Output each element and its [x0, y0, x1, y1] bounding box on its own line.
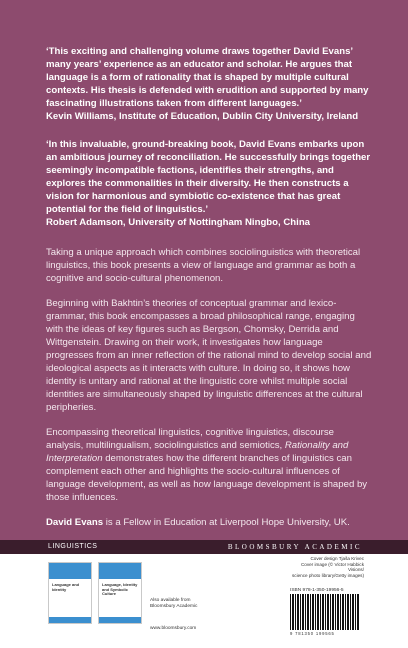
also-available — [150, 598, 197, 610]
endorsement-attribution-1: Kevin Williams, Institute of Education, Dublin City University, Ireland — [46, 110, 359, 122]
category-band — [0, 540, 408, 554]
credit-line-3: science photo library/Getty images) — [292, 572, 364, 578]
also-line-2: Bloomsbury Academic — [150, 604, 198, 609]
cover-footer — [49, 617, 91, 623]
related-book-title-1: Language and Identity — [52, 582, 80, 592]
para3-before: Encompassing theoretical linguistics, cognitive linguistics, discourse analysis, multilingualism, sociolinguistics and semiotics, — [46, 426, 334, 451]
cover-stripe — [49, 563, 91, 579]
author-name: David Evans — [46, 516, 104, 528]
also-line-1: Also available from — [150, 598, 191, 603]
author-bio-text: is a Fellow in Education at Liverpool Hope University, UK. — [103, 516, 350, 528]
credit-line-2: Cover image (© Victor Habbick Visions/ — [300, 561, 364, 573]
barcode-icon — [290, 594, 360, 630]
back-matter — [0, 554, 408, 648]
back-cover-text — [46, 46, 372, 541]
related-book-cover-1 — [48, 562, 92, 624]
publisher-website: www.bloomsbury.com — [150, 626, 197, 631]
barcode-number: 9 781350 199565 — [290, 631, 335, 636]
credit-line-1: Cover design Tjaša Krivec — [310, 556, 364, 561]
author-bio — [46, 516, 372, 529]
related-book-title-2: Language, Identity and Symbolic Culture — [102, 582, 138, 597]
endorsement-quote-1: ‘This exciting and challenging volume draws together David Evans’ many years’ experience as an educator and scholar. He argues that language is a form of rationality that is shaped by multiple cultural contexts. His thesis is defended with erudition and supported by many fascinating illustrations taken from different languages.’ — [46, 46, 369, 109]
description-paragraph-1: Taking a unique approach which combines sociolinguistics with theoretical linguistics, this book presents a view of language and grammar as both a cognitive and socio-cultural phenomenon. — [46, 246, 361, 284]
cover-footer — [99, 617, 141, 623]
related-book-cover-2 — [98, 562, 142, 624]
cover-credits — [290, 556, 364, 578]
category-label: LINGUISTICS — [48, 543, 98, 550]
endorsement-quote-2: ‘In this invaluable, ground-breaking book, David Evans embarks upon an ambitious journey of reconciliation. He successfully brings together seemingly incompatible factions, identifies their strengths, and explores the commonalities in their diversity. He then constructs a vision for harmonious and symbiotic co-existence that has great potential for the field of linguistics.’ — [46, 139, 371, 215]
endorsement-attribution-2: Robert Adamson, University of Nottingham Ningbo, China — [46, 216, 311, 228]
cover-stripe — [99, 563, 141, 579]
book-title-italic: Rationality and Interpretation — [46, 439, 349, 464]
bottom-panel — [0, 540, 408, 648]
isbn-text: ISBN 978-1-350-19956-5 — [290, 588, 344, 593]
publisher-label: BLOOMSBURY ACADEMIC — [227, 543, 362, 551]
description-paragraph-3 — [46, 426, 372, 504]
para3-after: demonstrates how the different branches of linguistics can complement each other and highlights the socio-cultural influences of language development, as well as how language development is shaped by those influences. — [46, 452, 368, 503]
description-paragraph-2: Beginning with Bakhtin’s theories of conceptual grammar and lexico-grammar, this book encompasses a broad philosophical range, engaging with the ideas of key figures such as Bergson, Chomsky, Derrida and Wittgenstein. Drawing on their work, it investigates how language progresses from an inner reflection of the rational mind to develop social and ideological aspects as it interacts with culture. In doing so, it shows how identity is unitary and rational at the linguistic core whilst multiple social identities are simultaneously shaped by linguistic differences at the cultural peripheries. — [46, 297, 372, 413]
